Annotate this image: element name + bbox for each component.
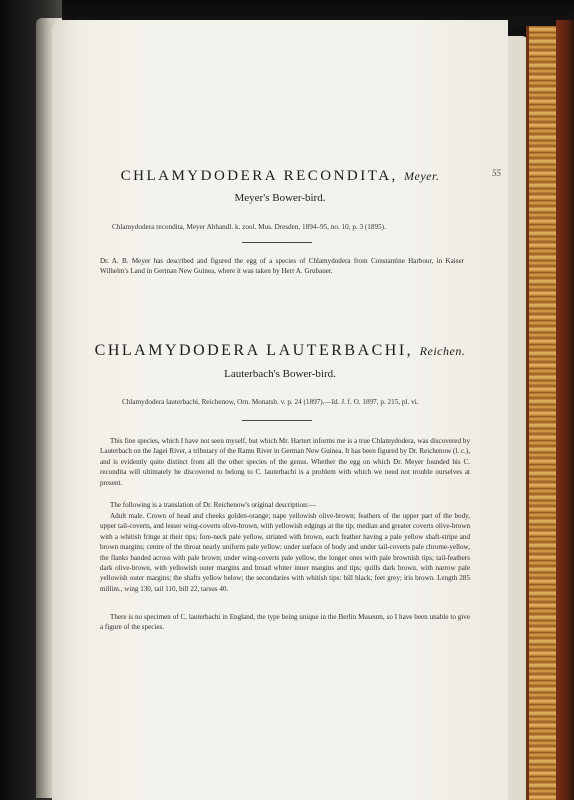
paragraph-5: There is no specimen of C. lauterbachi in England, the type being unique in the Berlin Museum, so I have been unable to give a figure of the species.	[100, 613, 470, 632]
reference-2	[122, 398, 492, 406]
species-title-1-author: Meyer.	[404, 169, 440, 183]
paragraph-2: This fine species, which I have not seen myself, but which Mr. Hartert informs me is a true Chlamydodera, was discovered by Lauterbach on the Jagei River, a tributary of the Ramu River in German New Guinea. It has been figured by Dr. Reichenow (l. c.), and is evidently quite distinct from all the other species of the genus. Whether the egg on which Dr. Meyer founded his C. recondita will ultimately be discovered to belong to C. lauterbachi is a problem with which we need not trouble ourselves at present.	[100, 437, 470, 487]
species-title-1-name: CHLAMYDODERA RECONDITA,	[120, 168, 398, 184]
divider-rule-1	[242, 242, 312, 243]
paragraph-1: Dr. A. B. Meyer has described and figured the egg of a species of Chlamydodera from Constantine Harbour, in Kaiser Wilhelm's Land in German New Guinea, where it was taken by Herr A. Grubauer.	[100, 257, 464, 276]
species-title-2-author: Reichen.	[419, 344, 466, 358]
reference-2-text: Chlamydodera lauterbachi, Reichenow, Orn. Monatsb. v. p. 24 (1897).—Id. J. f. O. 1897, p. 215, pl. vi.	[122, 398, 419, 406]
paragraph-4: Adult male. Crown of head and cheeks golden-orange; nape yellowish olive-brown; feathers of the upper part of the body, upper tail-coverts, and lesser wing-coverts olive-brown, with yellowish edgings at the tip; median and greater coverts olive-brown with a whitish fringe at their tips; fore-neck pale yellow, striated with brown, each feather having a pale yellow shaft-stripe and brown margins; centre of the throat nearly uniform pale yellow; under surface of body and under tail-coverts pale chrome-yellow, the flanks banded across with pale brown; under wing-coverts pale yellow, the longer ones with pale brownish tips; tail-feathers dark olive-brown, with yellowish outer margins and broad whiter inner margins and tips; quills dark brown, with narrow pale yellowish outer margins; the shafts yellow below; the secondaries with whitish tips: bill black; feet grey; iris brown. Length 285 millim., wing 130, tail 110, bill 22, tarsus 40.	[100, 512, 470, 593]
species-title-2-name: CHLAMYDODERA LAUTERBACHI,	[94, 342, 414, 359]
species-title-2	[52, 342, 508, 360]
page-number: 55	[492, 168, 501, 178]
page-stack-edges	[506, 36, 528, 800]
paragraph-3: The following is a translation of Dr. Reichenow's original description:—	[110, 501, 316, 509]
reference-1	[112, 223, 482, 231]
book-page	[52, 20, 508, 800]
species-title-1	[52, 168, 508, 185]
common-name-1: Meyer's Bower-bird.	[234, 192, 326, 204]
book-cover-board	[556, 20, 574, 800]
common-name-2: Lauterbach's Bower-bird.	[224, 368, 336, 380]
reference-1-text: Chlamydodera recondita, Meyer Abhandl. k. zool. Mus. Dresden, 1894–95, no. 10, p. 3 (1895).	[112, 223, 386, 231]
divider-rule-2	[242, 420, 312, 421]
